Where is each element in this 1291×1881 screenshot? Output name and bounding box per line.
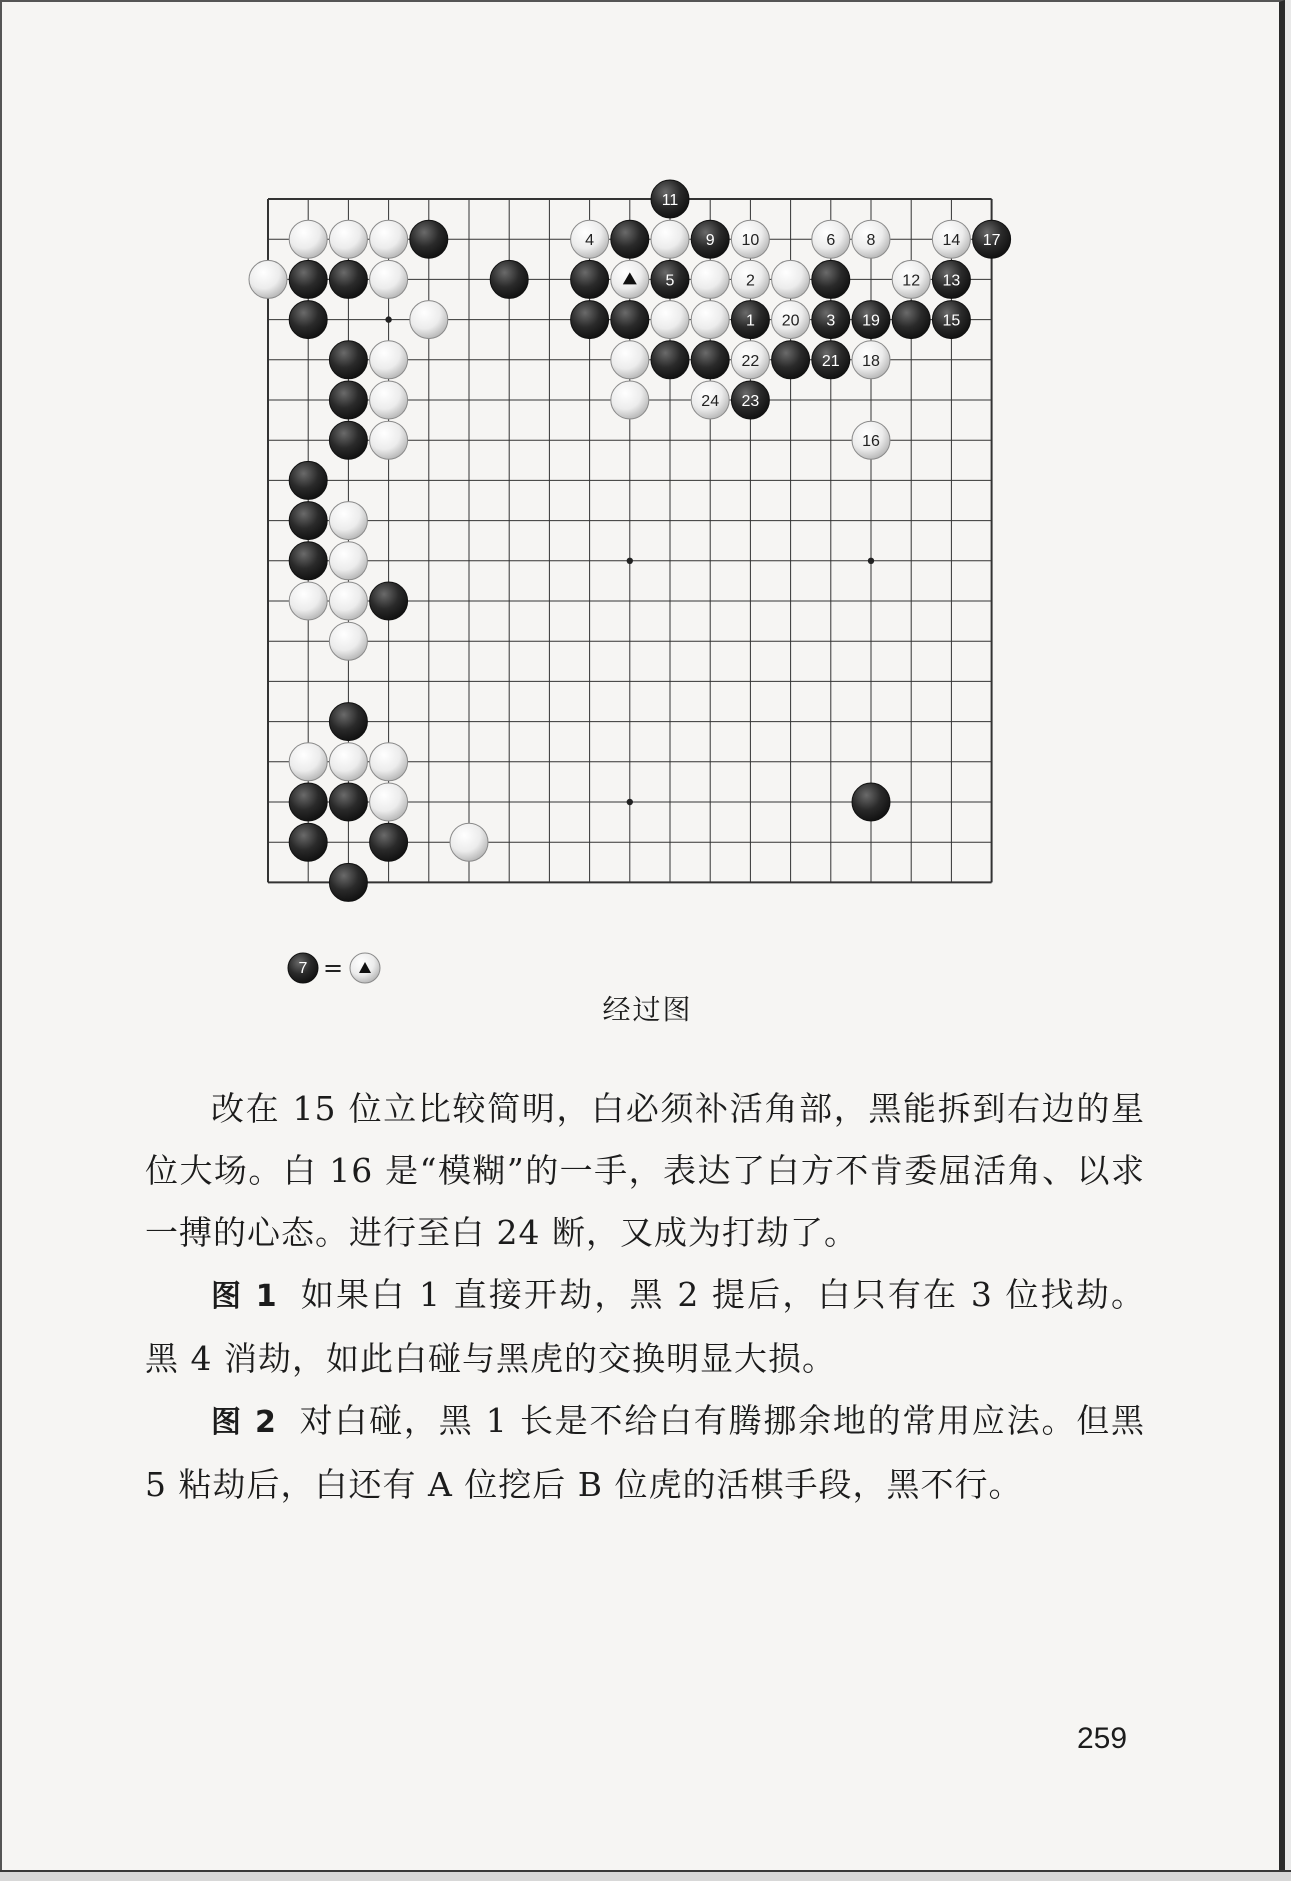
move-number: 5 [665, 272, 675, 290]
move-9-stone [691, 220, 729, 258]
white-stone [249, 260, 287, 298]
black-stone [289, 260, 327, 298]
black-stone [289, 301, 327, 339]
black-stone [289, 461, 327, 499]
move-number: 4 [585, 232, 595, 250]
white-stone [651, 301, 689, 339]
move-number: 11 [661, 192, 679, 209]
legend-move-stone [288, 953, 318, 983]
legend-equals: = [322, 954, 344, 982]
white-stone [329, 743, 367, 781]
black-stone [289, 823, 327, 861]
move-number: 23 [741, 393, 760, 410]
black-stone [812, 260, 850, 298]
move-11-stone [651, 180, 689, 218]
move-22-stone [731, 341, 769, 379]
figure-1-label: 图 1 [211, 1279, 278, 1314]
star-point [627, 558, 633, 564]
white-stone [611, 381, 649, 419]
black-stone [852, 783, 890, 821]
legend-move-number: 7 [298, 960, 308, 977]
page-bottom-edge [0, 1870, 1291, 1881]
star-point [385, 316, 391, 322]
white-stone [329, 582, 367, 620]
move-number: 1 [745, 312, 755, 330]
black-stone [651, 341, 689, 379]
move-number: 17 [982, 232, 1001, 250]
move-24-stone [691, 381, 729, 419]
move-number: 9 [705, 232, 715, 250]
black-stone [571, 301, 609, 339]
paragraph-3 [145, 1390, 1145, 1516]
go-board [2, 2, 1291, 1002]
white-stone [329, 542, 367, 580]
white-stone [370, 260, 408, 298]
move-17-stone [973, 220, 1011, 258]
white-stone [370, 341, 408, 379]
move-number: 24 [701, 393, 720, 410]
move-2-stone [731, 260, 769, 298]
move-6-stone [812, 220, 850, 258]
paragraph-3-text: 对白碰，黑 1 长是不给白有腾挪余地的常用应法。但黑 5 粘劫后，白还有 A 位挖后 B 位虎的活棋手段，黑不行。 [145, 1401, 1145, 1504]
legend-marked-stone [350, 953, 380, 983]
move-8-stone [852, 220, 890, 258]
black-stone [329, 783, 367, 821]
move-number: 3 [826, 312, 836, 330]
move-number: 21 [821, 352, 840, 370]
move-14-stone [932, 220, 970, 258]
move-number: 2 [745, 272, 755, 290]
move-number: 19 [862, 312, 880, 330]
move-18-stone [852, 341, 890, 379]
white-stone [410, 301, 448, 339]
paragraph-2 [145, 1264, 1145, 1390]
white-stone [611, 341, 649, 379]
black-stone [611, 220, 649, 258]
figure-caption: 经过图 [602, 993, 693, 1026]
move-number: 8 [866, 232, 876, 250]
page-number: 259 [1077, 1722, 1128, 1755]
move-4-stone [571, 220, 609, 258]
white-stone [370, 381, 408, 419]
white-stone [370, 421, 408, 459]
black-stone [611, 301, 649, 339]
black-stone [490, 260, 528, 298]
move-20-stone [772, 301, 810, 339]
move-number: 14 [942, 232, 961, 250]
black-stone [691, 341, 729, 379]
move-21-stone [812, 341, 850, 379]
white-stone [370, 743, 408, 781]
white-stone [329, 622, 367, 660]
figure-2-label: 图 2 [211, 1405, 277, 1440]
white-stone [329, 502, 367, 540]
move-1-stone [731, 301, 769, 339]
move-19-stone [852, 301, 890, 339]
black-stone [329, 341, 367, 379]
move-13-stone [932, 260, 970, 298]
marked-white-stone [611, 260, 649, 298]
move-number: 15 [942, 312, 961, 330]
move-16-stone [852, 421, 890, 459]
paragraph-2-text: 如果白 1 直接开劫，黑 2 提后，白只有在 3 位找劫。黑 4 消劫，如此白碰与黑虎的交换明显大损。 [145, 1275, 1145, 1378]
body-text [145, 1078, 1145, 1516]
black-stone [289, 502, 327, 540]
move-10-stone [731, 220, 769, 258]
move-number: 22 [741, 352, 760, 370]
move-number: 6 [826, 232, 836, 250]
white-stone [370, 783, 408, 821]
move-23-stone [731, 381, 769, 419]
move-number: 13 [942, 272, 961, 290]
black-stone [329, 381, 367, 419]
move-3-stone [812, 301, 850, 339]
move-12-stone [892, 260, 930, 298]
white-stone [289, 582, 327, 620]
white-stone [329, 220, 367, 258]
star-point [627, 799, 633, 805]
black-stone [329, 421, 367, 459]
black-stone [329, 703, 367, 741]
white-stone [370, 220, 408, 258]
star-point [868, 558, 874, 564]
black-stone [410, 220, 448, 258]
paragraph-1-text: 改在 15 位立比较简明，白必须补活角部，黑能拆到右边的星位大场。白 16 是“模糊”的一手，表达了白方不肯委屈活角、以求一搏的心态。进行至白 24 断，又成为打劫了。 [145, 1089, 1145, 1252]
black-stone [289, 542, 327, 580]
black-stone [329, 863, 367, 901]
white-stone [691, 301, 729, 339]
white-stone [651, 220, 689, 258]
black-stone [289, 783, 327, 821]
go-board-diagram [2, 2, 1291, 1002]
move-number: 18 [862, 352, 880, 370]
white-stone [450, 823, 488, 861]
black-stone [329, 260, 367, 298]
move-15-stone [932, 301, 970, 339]
move-number: 16 [862, 433, 880, 451]
move-number: 12 [902, 272, 921, 290]
black-stone [370, 582, 408, 620]
black-stone [772, 341, 810, 379]
black-stone [892, 301, 930, 339]
black-stone [370, 823, 408, 861]
paragraph-1 [145, 1078, 1145, 1264]
black-stone [571, 260, 609, 298]
move-number: 10 [741, 232, 760, 250]
white-stone [691, 260, 729, 298]
move-number: 20 [781, 312, 800, 330]
white-stone [772, 260, 810, 298]
white-stone [289, 743, 327, 781]
move-legend [288, 953, 380, 983]
white-stone [289, 220, 327, 258]
move-5-stone [651, 260, 689, 298]
